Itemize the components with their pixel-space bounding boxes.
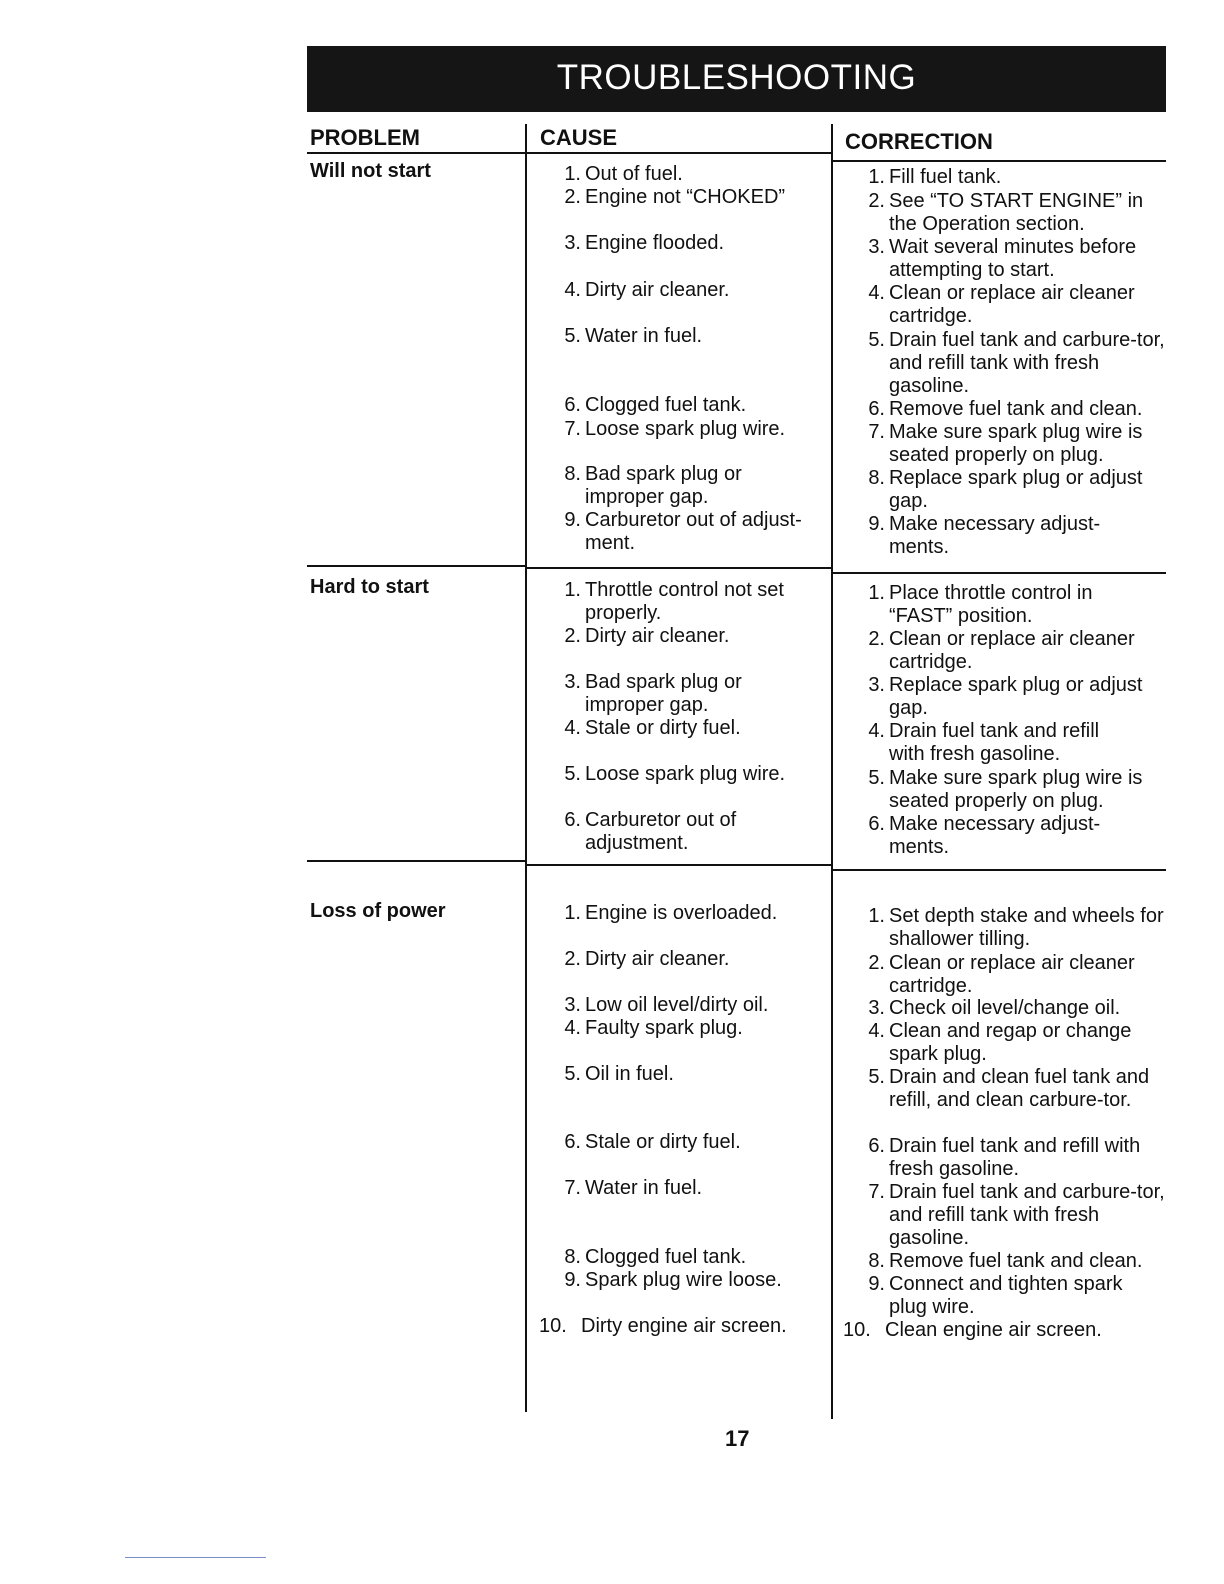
- correction-item: 5. Drain and clean fuel tank and refill, and clean carbure-tor.: [868, 1066, 1150, 1111]
- column-divider-left: [525, 124, 527, 1412]
- header-rule-cause: [526, 152, 832, 154]
- cause-item: 1. Out of fuel.: [564, 163, 683, 185]
- cause-item: 8. Bad spark plug or improper gap.: [564, 463, 742, 508]
- correction-item: 4. Clean and regap or change spark plug.: [868, 1020, 1132, 1065]
- cause-item: 3. Engine flooded.: [564, 232, 725, 254]
- correction-item: 9. Make necessary adjust-ments.: [868, 513, 1101, 558]
- cause-item: 7. Loose spark plug wire.: [564, 418, 786, 440]
- column-divider-right: [831, 124, 833, 1419]
- correction-item: 6. Remove fuel tank and clean.: [868, 398, 1143, 420]
- correction-item: 10. Clean engine air screen.: [843, 1319, 1102, 1341]
- correction-item: 5. Make sure spark plug wire is seated properly on plug.: [868, 767, 1143, 812]
- section-divider: [832, 572, 1166, 574]
- correction-item: 1. Set depth stake and wheels for shallower tilling.: [868, 905, 1164, 950]
- cause-item: 2. Engine not “CHOKED”: [564, 186, 786, 208]
- problem-label: Will not start: [310, 160, 431, 182]
- header-problem: PROBLEM: [310, 125, 420, 150]
- section-divider: [307, 860, 526, 862]
- cause-item: 1. Engine is overloaded.: [564, 902, 778, 924]
- cause-item: 9. Carburetor out of adjust-ment.: [564, 509, 802, 554]
- header-correction: CORRECTION: [845, 129, 993, 154]
- section-divider: [526, 567, 832, 569]
- cause-item: 6. Carburetor out of adjustment.: [564, 809, 737, 854]
- problem-label: Hard to start: [310, 576, 429, 598]
- section-divider: [307, 565, 526, 567]
- correction-item: 9. Connect and tighten spark plug wire.: [868, 1273, 1123, 1318]
- cause-item: 2. Dirty air cleaner.: [564, 625, 730, 647]
- cause-item: 4. Faulty spark plug.: [564, 1017, 743, 1039]
- header-rule-correction: [832, 160, 1166, 162]
- cause-item: 6. Clogged fuel tank.: [564, 394, 747, 416]
- correction-item: 4. Drain fuel tank and refill with fresh gasoline.: [868, 720, 1100, 765]
- correction-item: 6. Make necessary adjust-ments.: [868, 813, 1101, 858]
- header-cause: CAUSE: [540, 125, 618, 150]
- correction-item: 2. See “TO START ENGINE” in the Operation section.: [868, 190, 1144, 235]
- correction-item: 5. Drain fuel tank and carbure-tor, and refill tank with fresh gasoline.: [868, 329, 1165, 397]
- cause-item: 8. Clogged fuel tank.: [564, 1246, 747, 1268]
- cause-item: 7. Water in fuel.: [564, 1177, 703, 1199]
- correction-item: 2. Clean or replace air cleaner cartridge.: [868, 628, 1135, 673]
- cause-item: 3. Bad spark plug or improper gap.: [564, 671, 742, 716]
- section-divider: [526, 864, 832, 866]
- cause-item: 5. Oil in fuel.: [564, 1063, 674, 1085]
- page-title: TROUBLESHOOTING: [556, 58, 917, 97]
- correction-item: 7. Drain fuel tank and carbure-tor, and refill tank with fresh gasoline.: [868, 1181, 1165, 1249]
- cause-item: 5. Water in fuel.: [564, 325, 703, 347]
- problem-label: Loss of power: [310, 900, 446, 922]
- cause-item: 2. Dirty air cleaner.: [564, 948, 730, 970]
- title-banner: [307, 46, 1166, 112]
- correction-item: 6. Drain fuel tank and refill with fresh gasoline.: [868, 1135, 1141, 1180]
- correction-item: 2. Clean or replace air cleaner cartridge.: [868, 952, 1135, 997]
- header-rule-problem: [307, 152, 526, 154]
- cause-item: 9. Spark plug wire loose.: [564, 1269, 782, 1291]
- correction-item: 1. Fill fuel tank.: [868, 166, 1002, 188]
- section-divider: [832, 869, 1166, 871]
- cause-item: 10. Dirty engine air screen.: [539, 1315, 787, 1337]
- correction-item: 3. Check oil level/change oil.: [868, 997, 1121, 1019]
- cause-item: 4. Stale or dirty fuel.: [564, 717, 741, 739]
- correction-item: 3. Replace spark plug or adjust gap.: [868, 674, 1143, 719]
- correction-item: 3. Wait several minutes before attempting to start.: [868, 236, 1137, 281]
- cause-item: 6. Stale or dirty fuel.: [564, 1131, 741, 1153]
- correction-item: 8. Replace spark plug or adjust gap.: [868, 467, 1143, 512]
- cause-item: 4. Dirty air cleaner.: [564, 279, 730, 301]
- correction-item: 7. Make sure spark plug wire is seated properly on plug.: [868, 421, 1143, 466]
- correction-item: 4. Clean or replace air cleaner cartridge.: [868, 282, 1135, 327]
- footer-rule: [125, 1557, 266, 1558]
- correction-item: 1. Place throttle control in “FAST” position.: [868, 582, 1093, 627]
- correction-item: 8. Remove fuel tank and clean.: [868, 1250, 1143, 1272]
- page-number: 17: [725, 1426, 750, 1451]
- cause-item: 1. Throttle control not set properly.: [564, 579, 784, 624]
- cause-item: 5. Loose spark plug wire.: [564, 763, 786, 785]
- cause-item: 3. Low oil level/dirty oil.: [564, 994, 769, 1016]
